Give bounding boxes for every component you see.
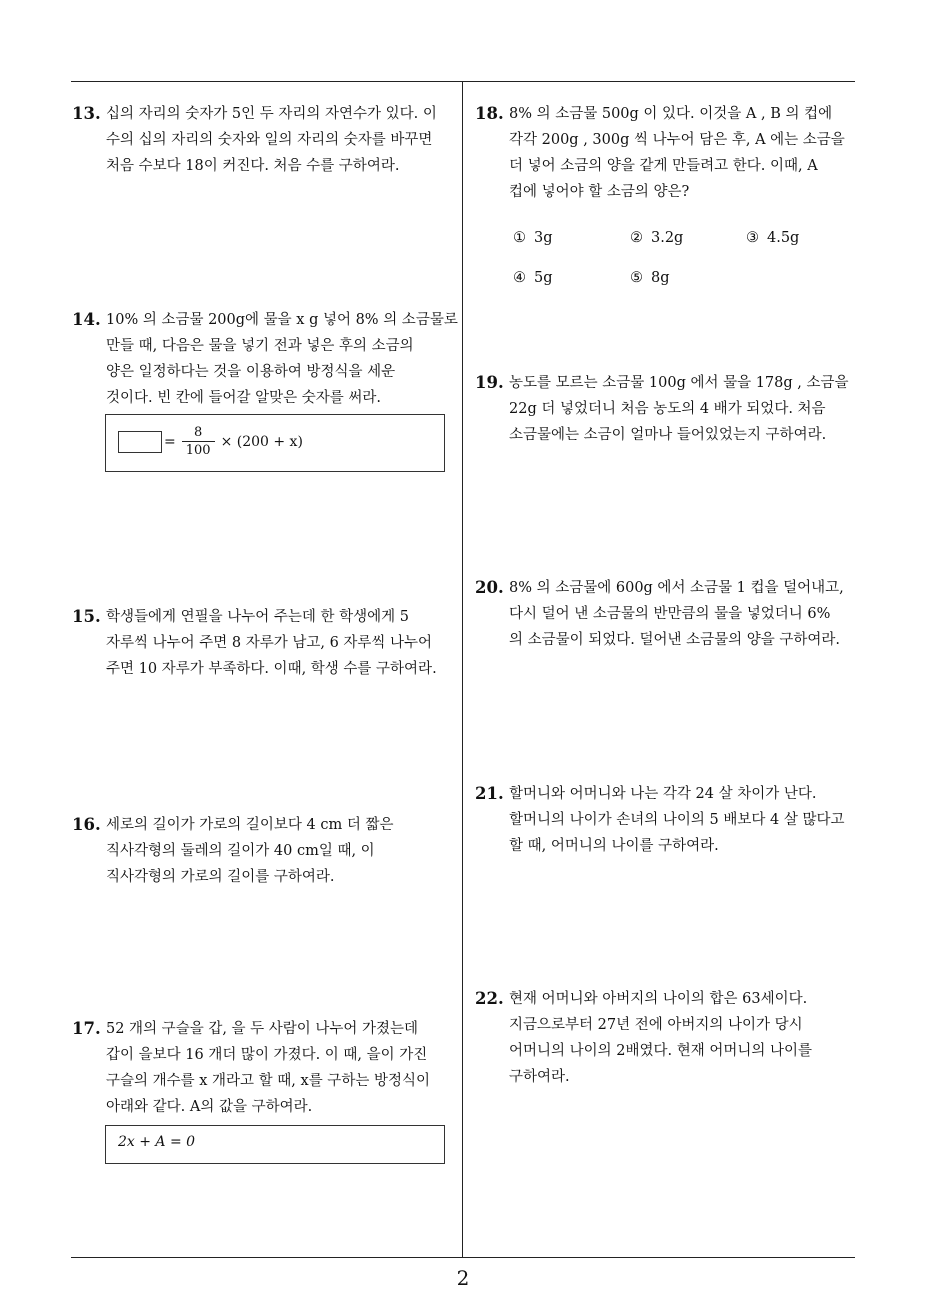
question-text-line: 어머니의 나이의 2배였다. 현재 어머니의 나이를 — [509, 1043, 813, 1059]
choice-mark: ④ — [513, 270, 526, 286]
equation-rest: × (200 + x) — [220, 433, 303, 450]
question-number: 17. — [72, 1019, 101, 1038]
question-text-line: 갑이 을보다 16 개더 많이 가졌다. 이 때, 을이 가진 — [106, 1047, 428, 1063]
question-number: 16. — [72, 815, 101, 834]
question-18 — [475, 101, 845, 205]
answer-blank[interactable] — [118, 431, 162, 453]
question-text-line: 할머니와 어머니와 나는 각각 24 살 차이가 난다. — [509, 786, 817, 802]
question-text-line: 할 때, 어머니의 나이를 구하여라. — [509, 838, 719, 854]
question-14 — [72, 307, 458, 411]
question-text-line: 할머니의 나이가 손녀의 나이의 5 배보다 4 살 많다고 — [509, 812, 845, 828]
question-number: 20. — [475, 578, 504, 597]
question-number: 22. — [475, 989, 504, 1008]
question-text-line: 8% 의 소금물 500g 이 있다. 이것을 A , B 의 컵에 — [509, 106, 833, 122]
question-text-line: 아래와 같다. A의 값을 구하여라. — [106, 1099, 313, 1115]
choice-2[interactable] — [630, 230, 683, 246]
question-text-line: 10% 의 소금물 200g에 물을 x g 넣어 8% 의 소금물로 — [106, 312, 458, 328]
choice-text: 4.5g — [767, 230, 800, 246]
question-text-line: 주면 10 자루가 부족하다. 이때, 학생 수를 구하여라. — [106, 661, 437, 677]
question-text-line: 22g 더 넣었더니 처음 농도의 4 배가 되었다. 처음 — [509, 401, 826, 417]
question-number: 19. — [475, 373, 504, 392]
question-20 — [475, 575, 844, 653]
question-text-line: 직사각형의 가로의 길이를 구하여라. — [106, 869, 335, 885]
question-text-line: 52 개의 구슬을 갑, 을 두 사람이 나누어 가졌는데 — [106, 1021, 419, 1037]
question-text-line: 농도를 모르는 소금물 100g 에서 물을 178g , 소금을 — [509, 375, 849, 391]
choice-mark: ③ — [746, 230, 759, 246]
question-text-line: 수의 십의 자리의 숫자와 일의 자리의 숫자를 바꾸면 — [106, 132, 433, 148]
question-text-line: 구슬의 개수를 x 개라고 할 때, x를 구하는 방정식이 — [106, 1073, 430, 1089]
equation-box-14 — [105, 414, 445, 472]
question-number: 13. — [72, 104, 101, 123]
choice-mark: ② — [630, 230, 643, 246]
column-divider — [462, 82, 463, 1257]
question-text-line: 지금으로부터 27년 전에 아버지의 나이가 당시 — [509, 1017, 803, 1033]
question-19 — [475, 370, 849, 448]
page-number: 2 — [456, 1266, 470, 1290]
question-text-line: 컵에 넣어야 할 소금의 양은? — [509, 184, 690, 200]
question-text-line: 세로의 길이가 가로의 길이보다 4 cm 더 짧은 — [106, 817, 394, 833]
choice-mark: ① — [513, 230, 526, 246]
question-text-line: 학생들에게 연필을 나누어 주는데 한 학생에게 5 — [106, 609, 410, 625]
fraction — [182, 424, 215, 459]
equation-box-17 — [105, 1125, 445, 1164]
question-text-line: 의 소금물이 되었다. 덜어낸 소금물의 양을 구하여라. — [509, 632, 841, 648]
question-text-line: 구하여라. — [509, 1069, 570, 1085]
choices-18 — [513, 230, 843, 290]
question-number: 18. — [475, 104, 504, 123]
question-16 — [72, 812, 393, 890]
choice-1[interactable] — [513, 230, 553, 246]
question-text-line: 십의 자리의 숫자가 5인 두 자리의 자연수가 있다. 이 — [106, 106, 437, 122]
question-text-line: 더 넣어 소금의 양을 같게 만들려고 한다. 이때, A — [509, 158, 818, 174]
question-21 — [475, 781, 844, 859]
question-text-line: 것이다. 빈 칸에 들어갈 알맞은 숫자를 써라. — [106, 390, 381, 406]
choice-text: 5g — [534, 270, 553, 286]
question-17 — [72, 1016, 430, 1120]
question-text-line: 자루씩 나누어 주면 8 자루가 남고, 6 자루씩 나누어 — [106, 635, 433, 651]
question-number: 21. — [475, 784, 504, 803]
question-text-line: 직사각형의 둘레의 길이가 40 cm일 때, 이 — [106, 843, 375, 859]
question-text-line: 각각 200g , 300g 씩 나누어 담은 후, A 에는 소금을 — [509, 132, 845, 148]
question-text-line: 처음 수보다 18이 커진다. 처음 수를 구하여라. — [106, 158, 400, 174]
question-text-line: 다시 덜어 낸 소금물의 반만큼의 물을 넣었더니 6% — [509, 606, 831, 622]
question-text-line: 양은 일정하다는 것을 이용하여 방정식을 세운 — [106, 364, 396, 380]
question-22 — [475, 986, 812, 1090]
equation-text: 2x + A = 0 — [118, 1134, 196, 1150]
choice-text: 3.2g — [651, 230, 684, 246]
choice-3[interactable] — [746, 230, 799, 246]
choice-text: 8g — [651, 270, 670, 286]
question-text-line: 8% 의 소금물에 600g 에서 소금물 1 컵을 덜어내고, — [509, 580, 844, 596]
choice-mark: ⑤ — [630, 270, 643, 286]
question-text-line: 소금물에는 소금이 얼마나 들어있었는지 구하여라. — [509, 427, 827, 443]
fraction-denominator: 100 — [185, 443, 211, 458]
question-15 — [72, 604, 437, 682]
question-13 — [72, 101, 437, 179]
choice-text: 3g — [534, 230, 553, 246]
top-rule — [71, 81, 855, 82]
question-number: 15. — [72, 607, 101, 626]
question-text-line: 현재 어머니와 아버지의 나이의 합은 63세이다. — [509, 991, 808, 1007]
question-text-line: 만들 때, 다음은 물을 넣기 전과 넣은 후의 소금의 — [106, 338, 414, 354]
equals-sign: = — [164, 433, 176, 450]
bottom-rule — [71, 1257, 855, 1258]
fraction-numerator: 8 — [194, 425, 203, 440]
choice-5[interactable] — [630, 270, 670, 286]
question-number: 14. — [72, 310, 101, 329]
choice-4[interactable] — [513, 270, 553, 286]
